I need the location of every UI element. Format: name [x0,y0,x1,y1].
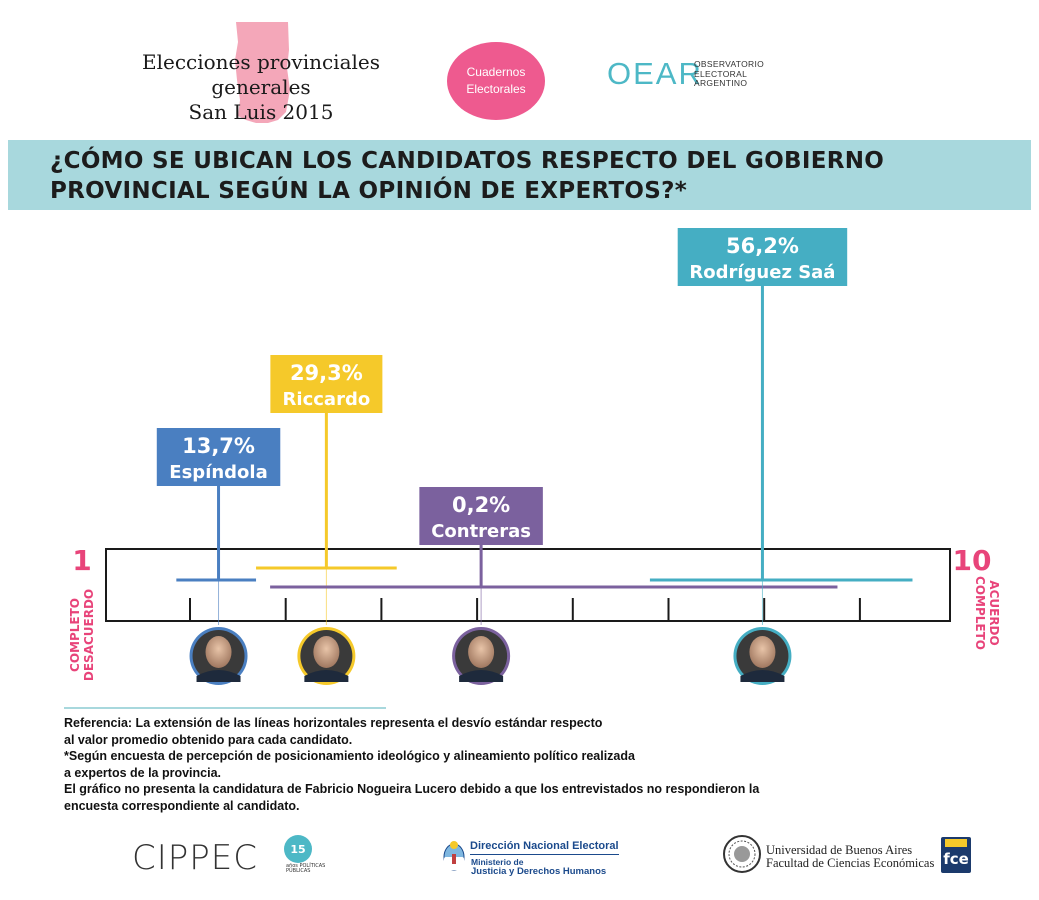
value-label: 13,7% [182,434,255,458]
question-title-line1: ¿CÓMO SE UBICAN LOS CANDIDATOS RESPECTO DEL GOBIERNO [50,148,885,174]
scale-min-label: 1 [72,544,92,577]
value-label: 0,2% [451,493,511,517]
candidate-photo-face [206,636,232,668]
left-axis-label [68,589,96,681]
dne-title: Dirección Nacional Electoral [470,840,619,855]
argentina-shield-icon [443,840,465,872]
right-axis-label-line2: ACUERDO [987,580,1001,646]
candidate-label: Espíndola [169,462,268,483]
candidate-photo-face [313,636,339,668]
left-axis-label-line2: DESACUERDO [82,588,96,682]
cippec-logo: CIPPEC [132,838,258,878]
fce-logo-icon [940,836,972,874]
cippec-anniversary-badge: 15 [284,835,312,863]
oear-logo-text: OEAR [607,56,703,91]
uba-logo [722,834,969,878]
note-line3: *Según encuesta de percepción de posicionamiento ideológico y alineamiento político realizada [64,749,635,763]
dne-subtitle-line2: Justicia y Derechos Humanos [471,866,607,877]
dne-logo [443,840,619,877]
uba-text-line2: Facultad de Ciencias Económicas [766,856,935,870]
question-title-line2: PROVINCIAL SEGÚN LA OPINIÓN DE EXPERTOS?* [50,178,688,204]
series-esp-ndola [157,428,280,685]
dne-subtitle [471,857,606,877]
header-title [96,50,426,125]
note-line5: El gráfico no presenta la candidatura de Fabricio Nogueira Lucero debido a que los entrevistados no respondieron la [64,782,760,796]
uba-text [766,844,934,870]
candidate-photo-face [468,636,494,668]
uba-seal-icon [722,834,762,874]
value-label: 56,2% [726,234,799,258]
note-line4: a expertos de la provincia. [64,765,222,780]
value-label: 29,3% [289,361,363,385]
scale-frame [106,549,950,621]
header-title-line2: San Luis 2015 [188,100,334,124]
left-axis-label-line1: COMPLETO [68,598,82,672]
note-line1: Referencia: La extensión de las líneas horizontales representa el desvío estándar respecto [64,716,603,730]
note-line6: encuesta correspondiente al candidato. [64,798,300,813]
oear-subtitle-line2: ELECTORAL [694,68,748,79]
fce-logo-text: fce [943,850,969,868]
series-rodr-guez-sa- [650,228,913,685]
note-line2: al valor promedio obtenido para cada candidato. [64,732,353,747]
oear-subtitle-line3: ARGENTINO [694,78,748,88]
badge-line1: Cuadernos [466,65,526,79]
dne-subtitle-line1: Ministerio de [471,857,524,867]
notes-divider [64,707,386,709]
series-riccardo [256,355,397,685]
candidate-label: Contreras [431,521,532,542]
scale-max-label: 10 [952,544,992,577]
uba-text-line1: Universidad de Buenos Aires [766,843,913,857]
header-title-line1: Elecciones provinciales generales [141,50,380,99]
cippec-subtitle: años POLÍTICAS PÚBLICAS [286,863,326,874]
oear-subtitle-line1: OBSERVATORIO [694,59,765,69]
right-axis-label-line1: COMPLETO [973,576,987,650]
candidate-label: Rodríguez Saá [689,262,836,283]
candidate-label: Riccardo [282,389,371,410]
notes-block [64,715,864,814]
right-axis-label [973,576,1001,650]
badge-line2: Electorales [466,82,526,96]
candidate-photo-face [749,636,775,668]
